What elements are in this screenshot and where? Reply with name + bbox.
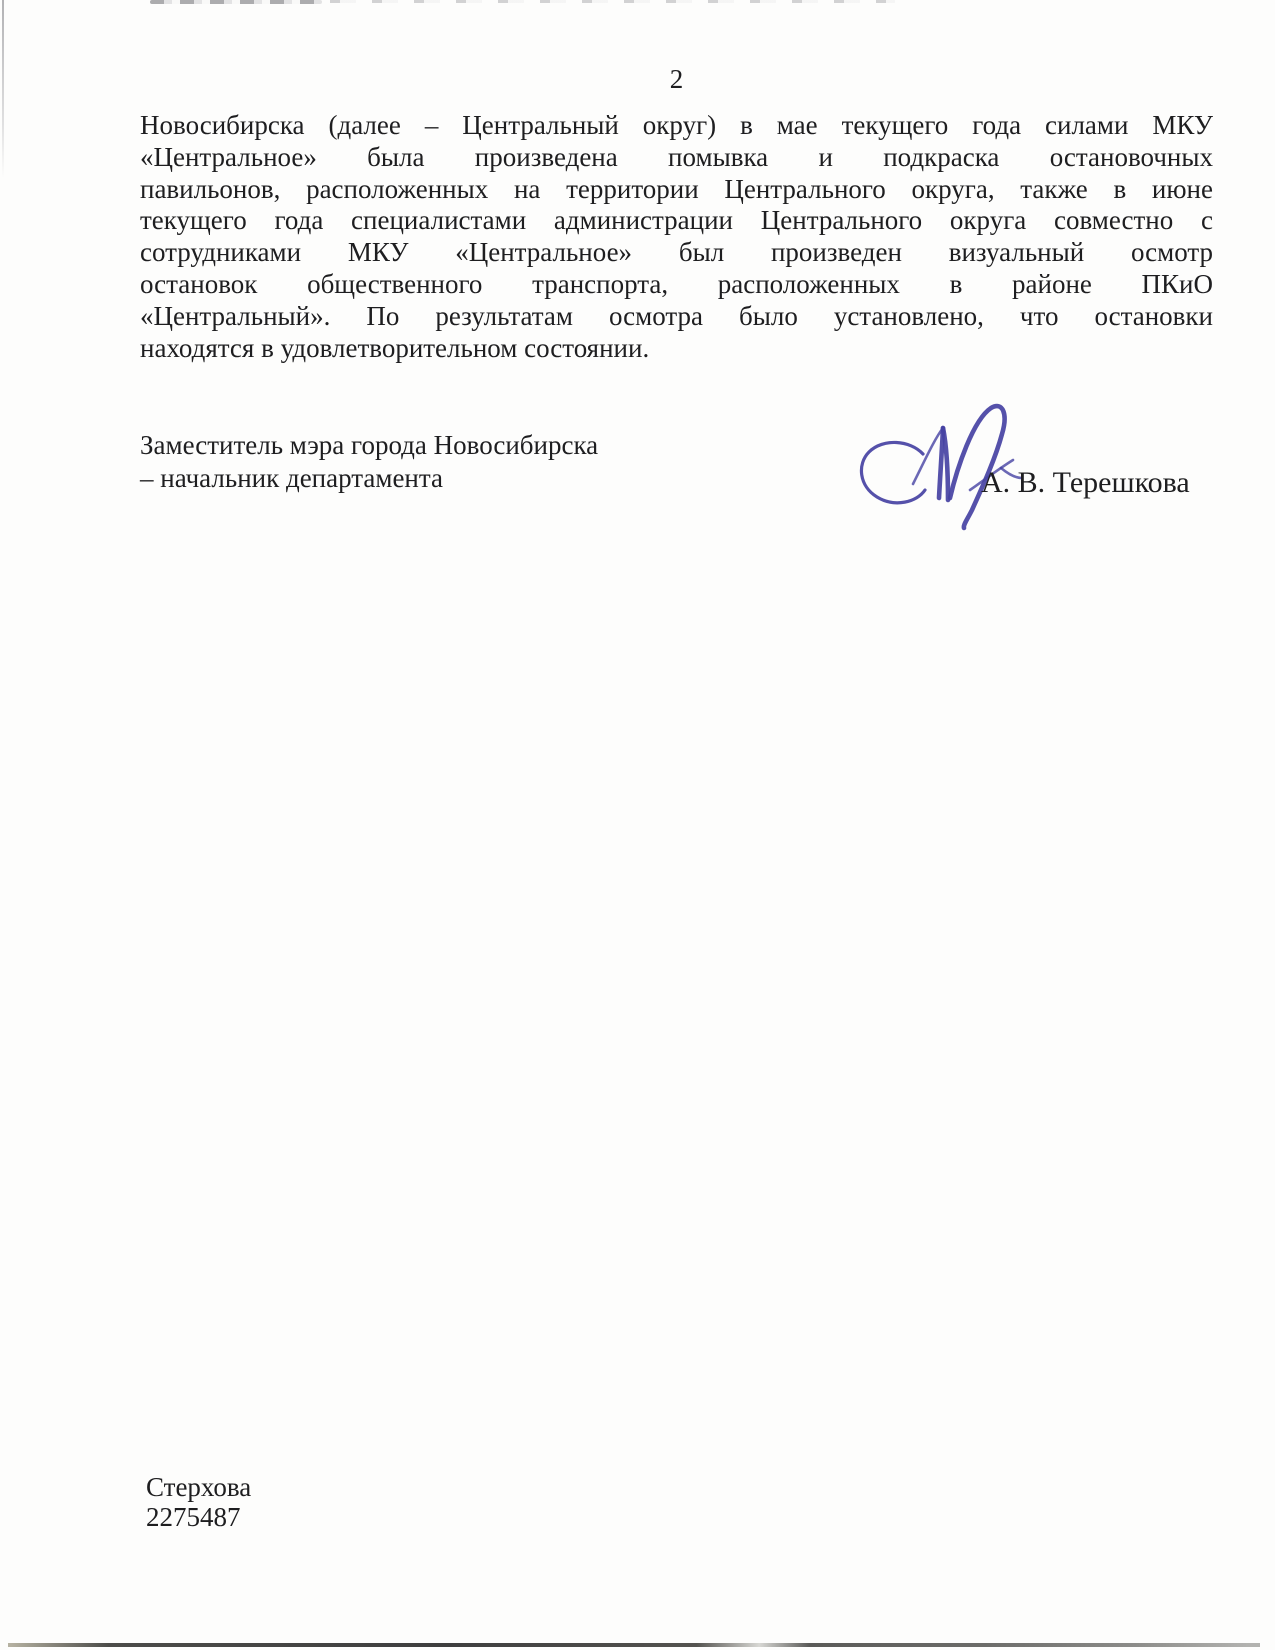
body-line: Новосибирска (далее – Центральный округ) в мае текущего года силами МКУ [140, 110, 1213, 140]
body-line: находятся в удовлетворительном состоянии. [140, 332, 650, 363]
body-line: «Центральное» была произведена помывка и подкраска остановочных [140, 141, 1213, 172]
executor-block [146, 1472, 251, 1532]
signer-position-block [140, 429, 598, 495]
signer-position-line-1: Заместитель мэра города Новосибирска [140, 430, 599, 460]
body-line: текущего года специалистами администрации Центрального округа совместно с [140, 205, 1213, 236]
body-line: сотрудниками МКУ «Центральное» был произведен визуальный осмотр [140, 237, 1213, 268]
scan-artifact-top-smudge [150, 0, 322, 4]
scan-artifact-left-edge-line [2, 0, 4, 178]
executor-number: 2275487 [146, 1502, 241, 1532]
body-line: павильонов, расположенных на территории Центрального округа, также в июне [140, 173, 1213, 204]
letter-body-paragraph [140, 110, 1213, 364]
scan-artifact-top-speckles [330, 0, 895, 3]
executor-name: Стерхова [146, 1472, 252, 1502]
body-line: остановок общественного транспорта, расположенных в районе ПКиО [140, 268, 1213, 299]
signer-position-line-2: – начальник департамента [140, 463, 443, 493]
page-number: 2 [669, 64, 684, 94]
scan-artifact-bottom-edge-line [8, 1643, 1260, 1647]
body-line: «Центральный». По результатам осмотра было установлено, что остановки [140, 300, 1213, 331]
signer-name: А. В. Терешкова [981, 466, 1190, 499]
